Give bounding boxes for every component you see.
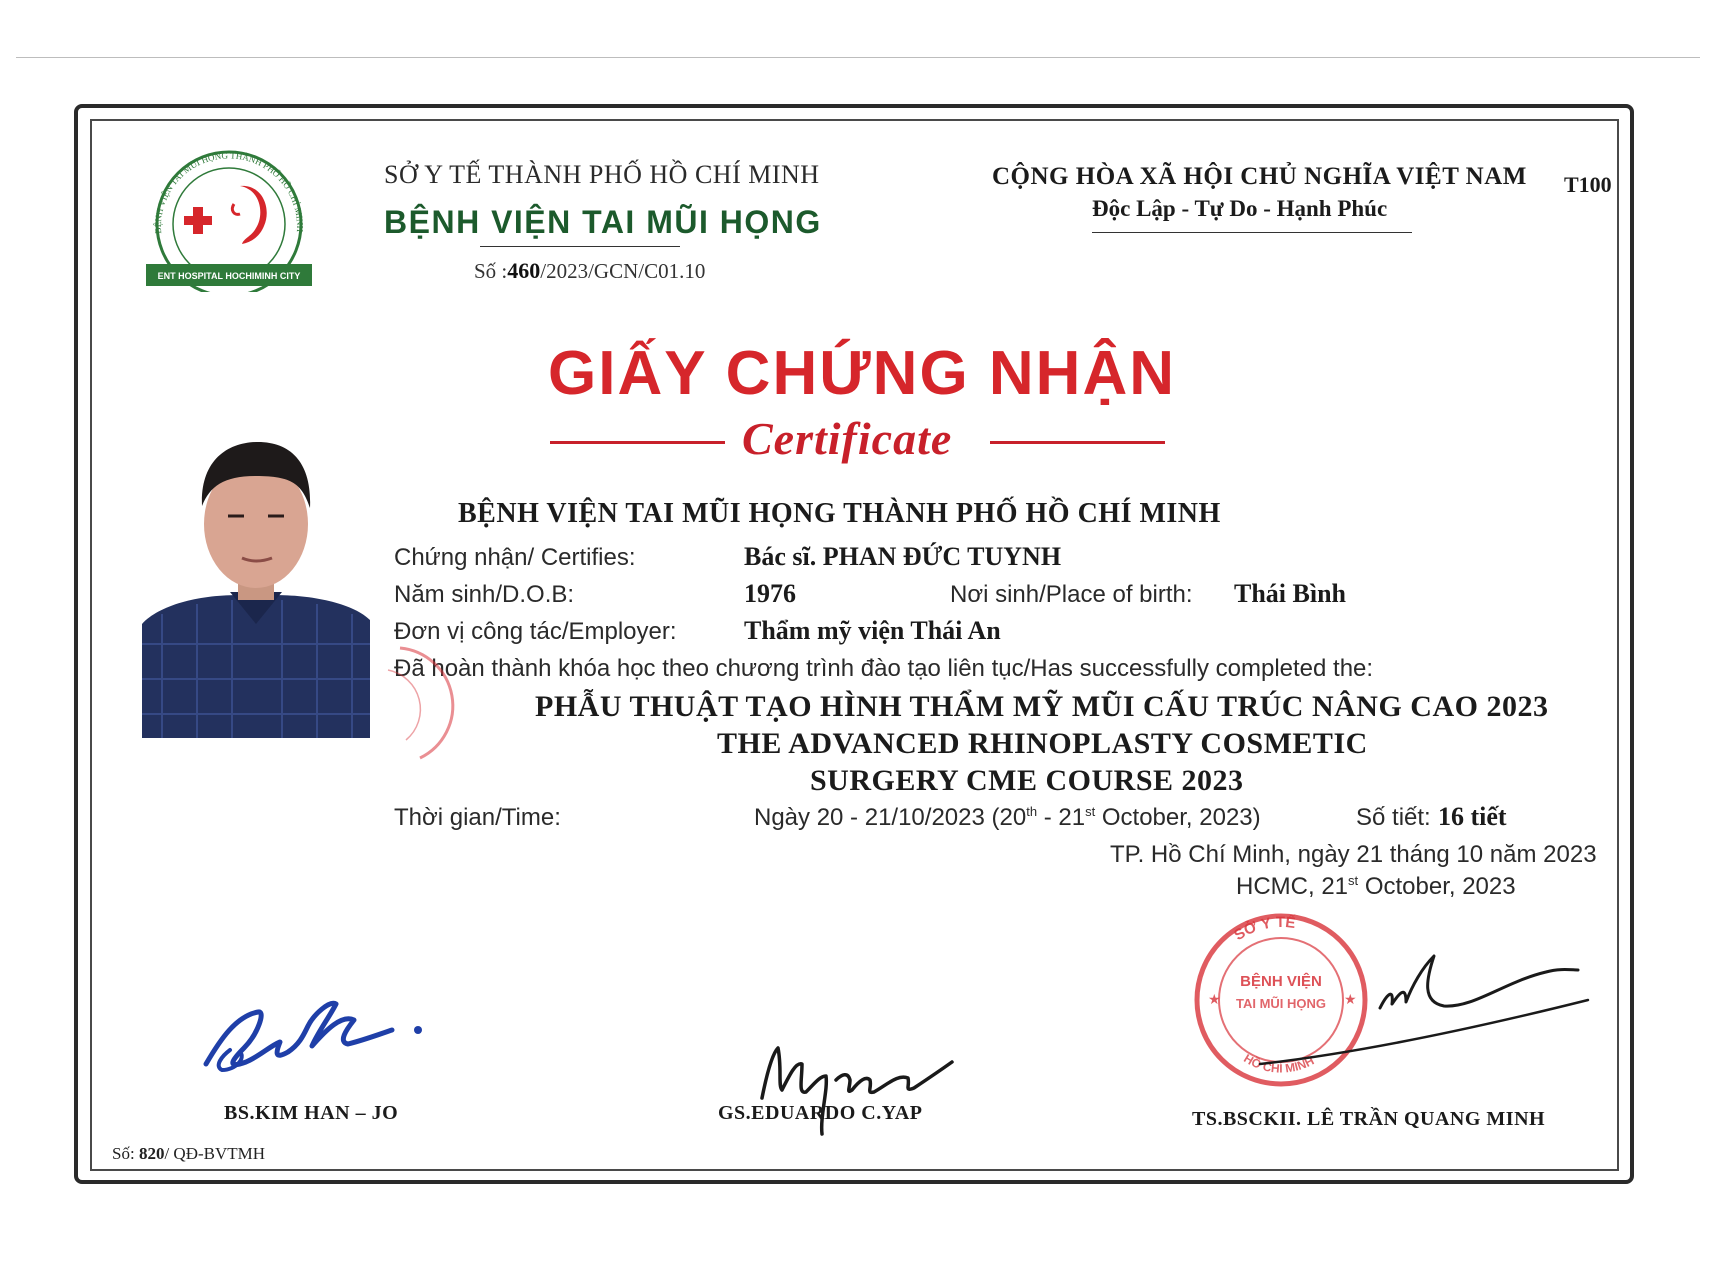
partial-stamp-left <box>380 640 480 770</box>
hospital-underline <box>480 246 680 247</box>
subtitle-rule-left <box>550 441 725 444</box>
certifies-label: Chứng nhận/ Certifies: <box>394 544 636 571</box>
svg-text:★: ★ <box>1208 992 1221 1008</box>
stamp-ring-text: SỞ Y TẾ <box>1231 913 1297 945</box>
issuing-hospital: BỆNH VIỆN TAI MŨI HỌNG THÀNH PHỐ HỒ CHÍ MINH <box>458 498 1221 529</box>
dob-label: Năm sinh/D.O.B: <box>394 581 575 608</box>
certificate-subtitle: Certificate <box>742 413 953 464</box>
birthplace-label: Nơi sinh/Place of birth: <box>950 581 1193 608</box>
hospital-name: BỆNH VIỆN TAI MŨI HỌNG <box>384 204 822 240</box>
form-code: T100 <box>1564 172 1612 197</box>
hospital-logo <box>144 146 314 292</box>
employer-value: Thẩm mỹ viện Thái An <box>744 616 1001 645</box>
certificate-title: GIẤY CHỨNG NHẬN <box>548 339 1176 408</box>
signatory-center-name: GS.EDUARDO C.YAP <box>718 1102 923 1124</box>
logo-ring-text: BỆNH VIỆN TAI MŨI HỌNG THÀNH PHỐ HỒ CHÍ MINH <box>152 150 306 234</box>
employer-label: Đơn vị công tác/Employer: <box>394 618 677 645</box>
birthplace-value: Thái Bình <box>1234 579 1347 608</box>
motto-underline <box>1092 232 1412 233</box>
periods-label: Số tiết: <box>1356 804 1431 831</box>
course-dates: Ngày 20 - 21/10/2023 (20th - 21st October, 2023) <box>754 804 1261 831</box>
subtitle-rule-right <box>990 441 1165 444</box>
page-top-rule <box>16 57 1700 58</box>
recipient-photo <box>142 424 370 738</box>
recipient-name: Bác sĩ. PHAN ĐỨC TUYNH <box>744 542 1062 571</box>
national-motto: Độc Lập - Tự Do - Hạnh Phúc <box>1092 196 1388 221</box>
decision-reference: Số: 820/ QĐ-BVTMH <box>112 1144 266 1163</box>
department-name: SỞ Y TẾ THÀNH PHỐ HỒ CHÍ MINH <box>384 160 820 189</box>
signatory-right-name: TS.BSCKII. LÊ TRẦN QUANG MINH <box>1192 1108 1546 1130</box>
completion-statement: Đã hoàn thành khóa học theo chương trình đào tạo liên tục/Has successfully completed the: <box>394 655 1374 682</box>
signatory-left-name: BS.KIM HAN – JO <box>224 1102 399 1124</box>
certificate-serial: Số :460/2023/GCN/C01.10 <box>474 258 706 283</box>
stamp-bottom-text: HỒ CHÍ MINH <box>1241 1051 1317 1076</box>
signature-left <box>196 986 432 1086</box>
dob-value: 1976 <box>744 579 796 608</box>
course-title-en-1: THE ADVANCED RHINOPLASTY COSMETIC <box>717 727 1368 760</box>
logo-banner-text: ENT HOSPITAL HOCHIMINH CITY <box>157 271 301 281</box>
course-title-en-2: SURGERY CME COURSE 2023 <box>810 764 1244 797</box>
place-date-vn: TP. Hồ Chí Minh, ngày 21 tháng 10 năm 2023 <box>1110 841 1597 868</box>
course-title-vn: PHẪU THUẬT TẠO HÌNH THẨM MỸ MŨI CẤU TRÚC NÂNG CAO 2023 <box>535 690 1549 723</box>
signature-right <box>1200 946 1590 1086</box>
stamp-center-line1: BỆNH VIỆN <box>1240 973 1322 990</box>
place-date-en: HCMC, 21st October, 2023 <box>1236 873 1516 900</box>
time-label: Thời gian/Time: <box>394 804 561 831</box>
stamp-center-line2: TAI MŨI HỌNG <box>1235 996 1327 1011</box>
svg-text:★: ★ <box>1344 992 1357 1008</box>
republic-name: CỘNG HÒA XÃ HỘI CHỦ NGHĨA VIỆT NAM <box>992 163 1527 190</box>
periods-value: 16 tiết <box>1438 802 1507 831</box>
